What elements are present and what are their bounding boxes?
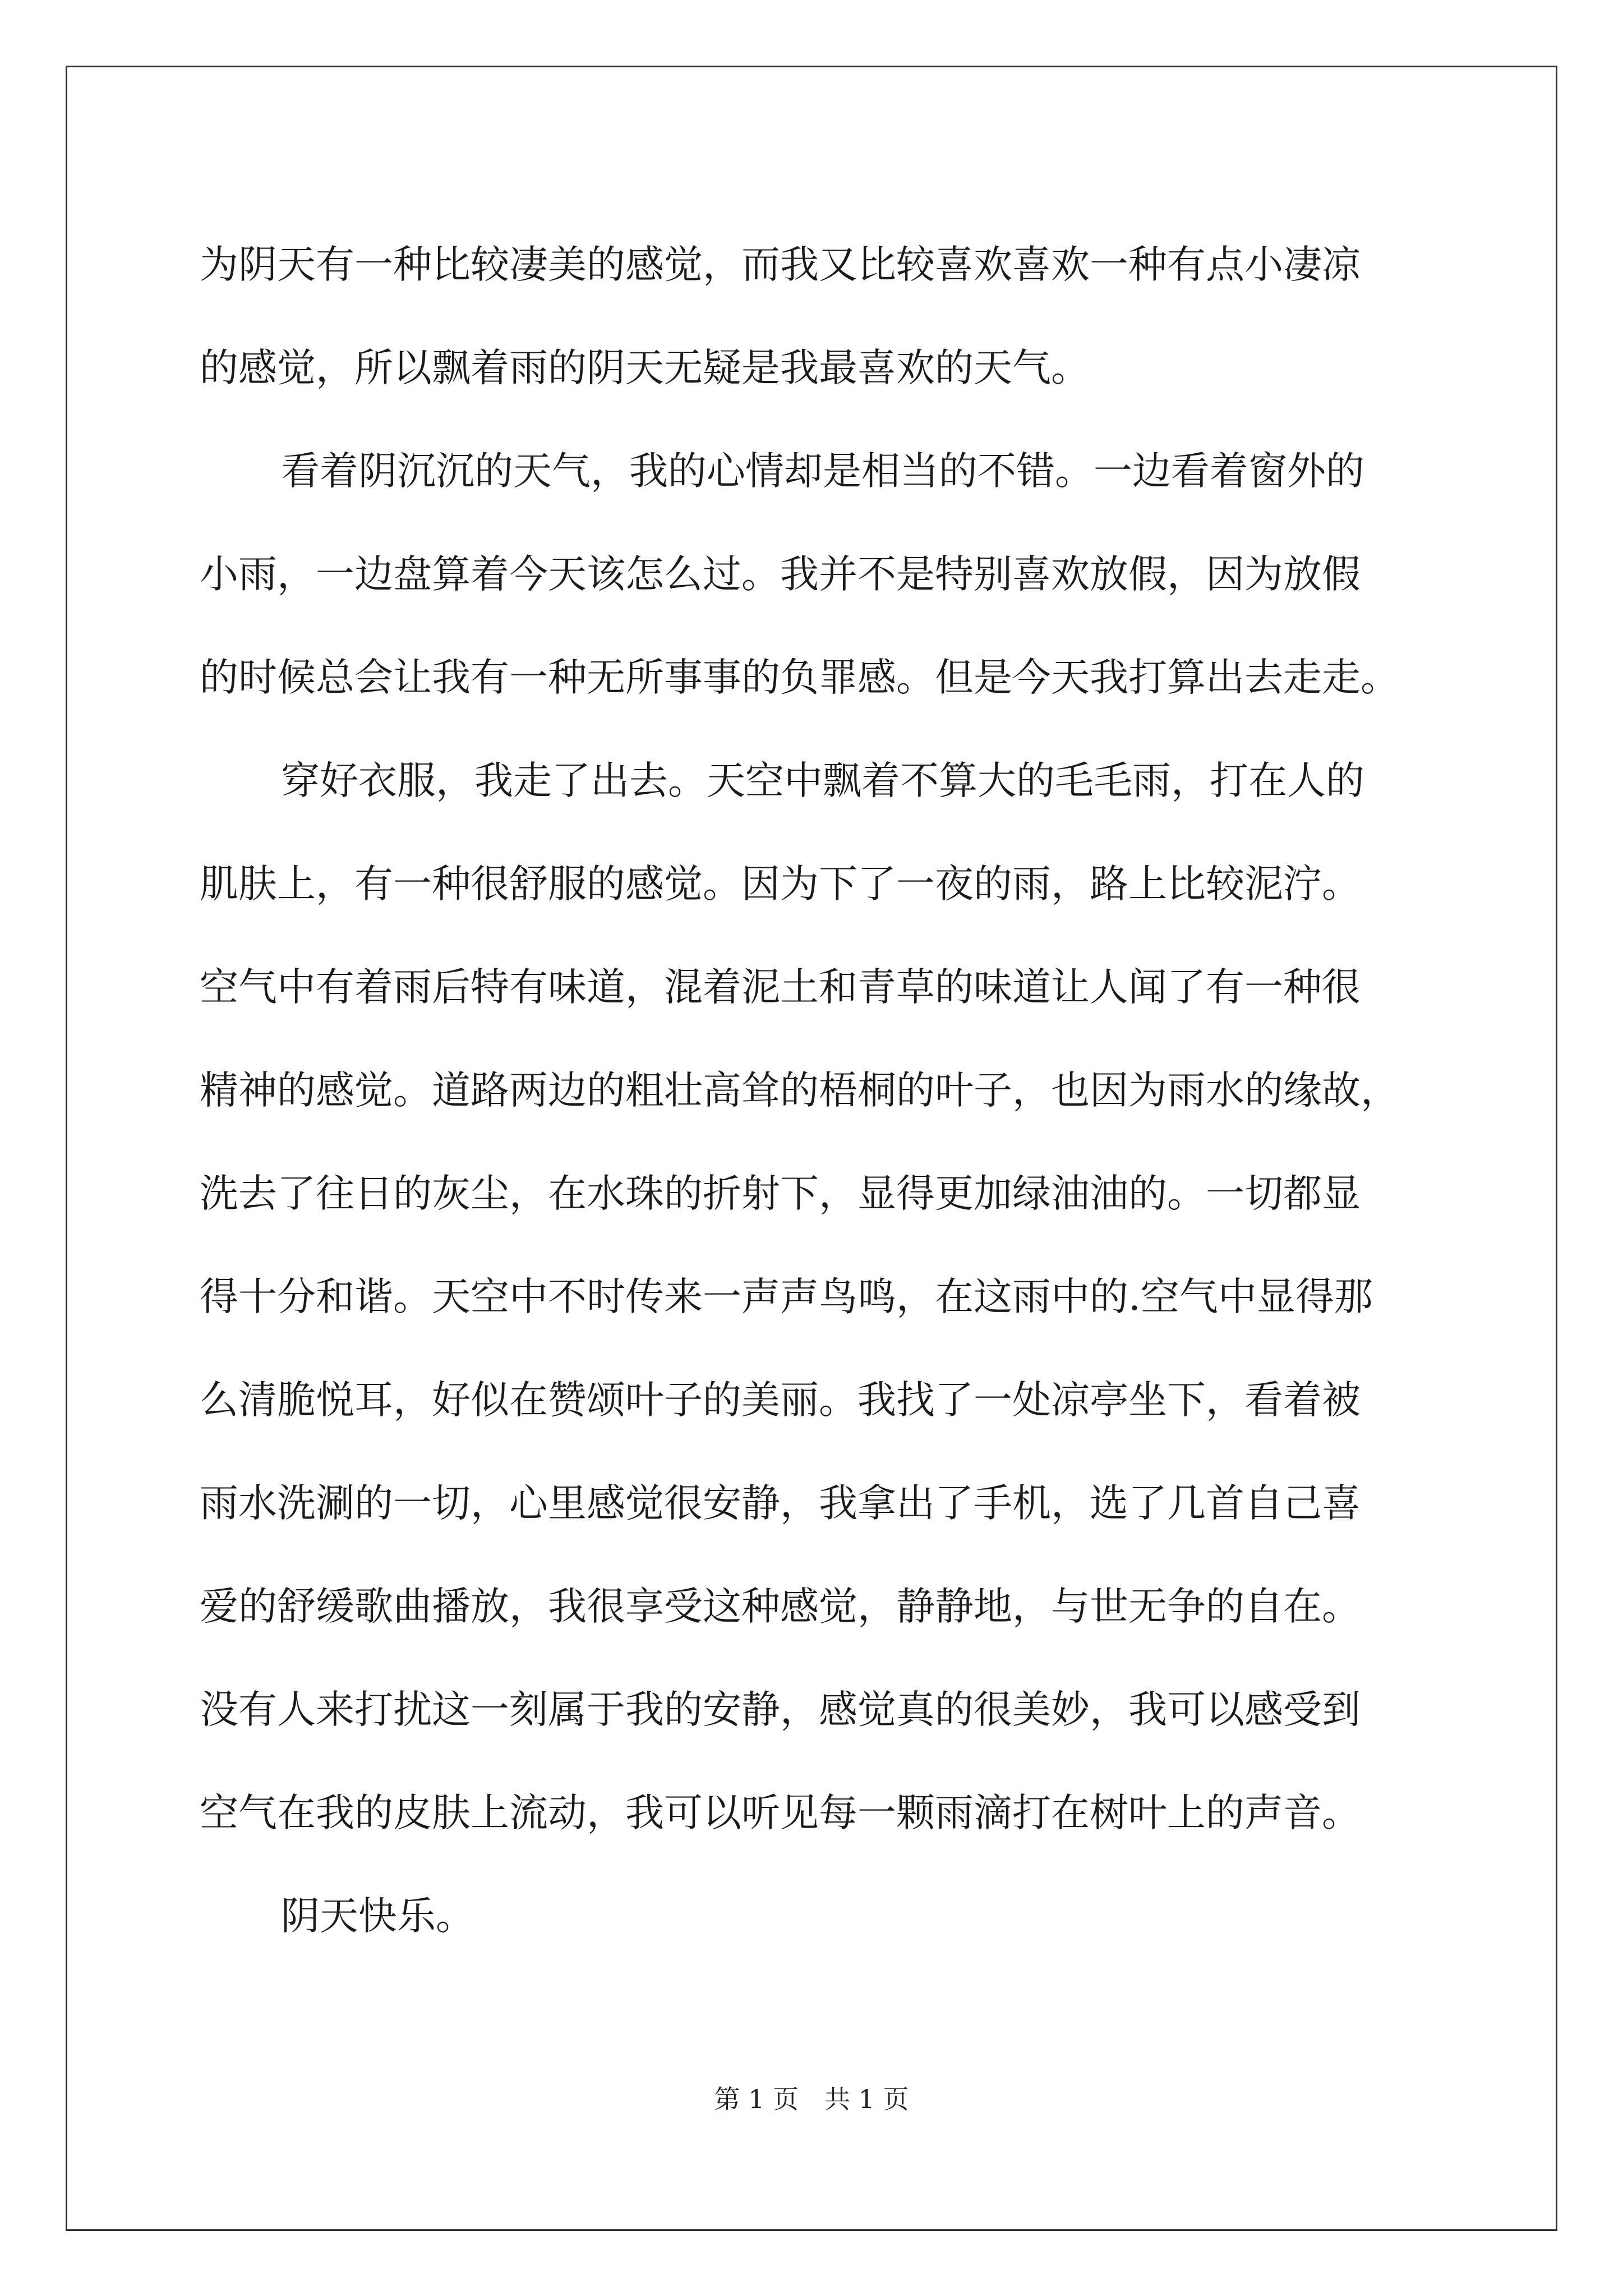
page-number-total: 共 1 页 [824, 2084, 909, 2114]
text-line-6: 穿好衣服，我走了出去。天空中飘着不算大的毛毛雨，打在人的 [281, 758, 1364, 803]
text-line-5: 的时候总会让我有一种无所事事的负罪感。但是今天我打算出去走走。 [200, 655, 1399, 700]
text-line-16: 空气在我的皮肤上流动，我可以听见每一颗雨滴打在树叶上的声音。 [200, 1791, 1361, 1835]
text-line-9: 精神的感觉。道路两边的粗壮高耸的梧桐的叶子，也因为雨水的缘故， [200, 1068, 1399, 1113]
page-number-current: 第 1 页 [714, 2084, 799, 2114]
text-line-10: 洗去了往日的灰尘，在水珠的折射下，显得更加绿油油的。一切都显 [200, 1171, 1361, 1216]
text-line-1: 为阴天有一种比较凄美的感觉，而我又比较喜欢喜欢一种有点小凄凉 [200, 242, 1361, 287]
text-line-13: 雨水洗涮的一切，心里感觉很安静，我拿出了手机，选了几首自己喜 [200, 1481, 1361, 1526]
text-line-15: 没有人来打扰这一刻属于我的安静，感觉真的很美妙，我可以感受到 [200, 1687, 1361, 1732]
text-line-3: 看着阴沉沉的天气，我的心情却是相当的不错。一边看着窗外的 [281, 449, 1364, 494]
text-line-12: 么清脆悦耳，好似在赞颂叶子的美丽。我找了一处凉亭坐下，看着被 [200, 1378, 1361, 1423]
text-line-17: 阴天快乐。 [281, 1894, 474, 1939]
text-line-8: 空气中有着雨后特有味道，混着泥土和青草的味道让人闻了有一种很 [200, 965, 1361, 1010]
text-line-2: 的感觉，所以飘着雨的阴天无疑是我最喜欢的天气。 [200, 346, 1090, 390]
text-line-7: 肌肤上，有一种很舒服的感觉。因为下了一夜的雨，路上比较泥泞。 [200, 862, 1361, 907]
document-body [200, 213, 1428, 1968]
text-line-14: 爱的舒缓歌曲播放，我很享受这种感觉，静静地，与世无争的自在。 [200, 1584, 1361, 1629]
text-line-11: 得十分和谐。天空中不时传来一声声鸟鸣，在这雨中的.空气中显得那 [200, 1274, 1373, 1319]
text-line-4: 小雨，一边盘算着今天该怎么过。我并不是特别喜欢放假，因为放假 [200, 552, 1361, 597]
page-footer [0, 2082, 1623, 2116]
